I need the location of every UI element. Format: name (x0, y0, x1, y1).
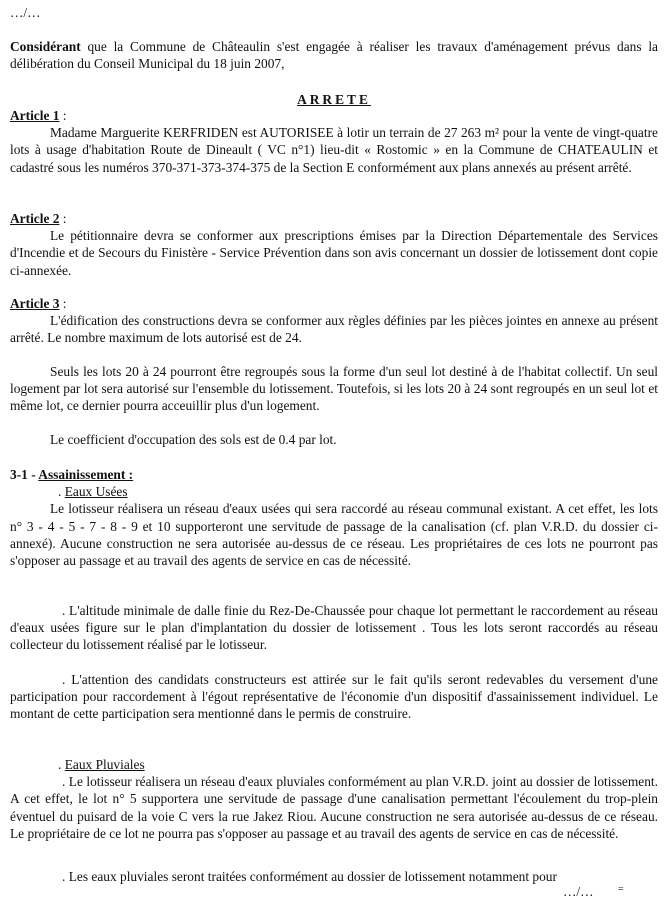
article-3-paragraph-3: Le coefficient d'occupation des sols est de 0.4 par lot. (50, 432, 337, 447)
considerant-lead: Considérant (10, 39, 81, 54)
article-3-heading: Article 3 (10, 296, 60, 311)
article-1-text: Madame Marguerite KERFRIDEN est AUTORISEE à lotir un terrain de 27 263 m² pour la vente de vingt-quatre lots à usage d'habitation Route de Dineault ( VC n°1) lieu-dit « Rostomic » en la Commune de CHATEAULIN et cadastré sous les numéros 370-371-373-374-375 de la Section E conformément aux plans annexés au présent arrêté. (10, 125, 658, 175)
continuation-marker-bottom: …/… (563, 884, 594, 899)
eaux-pluviales-paragraph-2: . Les eaux pluviales seront traitées conformément au dossier de lotissement notamment pour (62, 869, 557, 884)
article-3-paragraph-2: Seuls les lots 20 à 24 pourront être regroupés sous la forme d'un seul lot destiné à de l'habitat collectif. Un seul logement par lot sera autorisé sur l'ensemble du lotissement. Toutefois, si les lots 20 à 24 sont regroupés en un seul lot et même lot, ce dernier pourra acceuillir plus d'un logement. (10, 364, 658, 414)
article-2-heading: Article 2 (10, 211, 60, 226)
section-3-1: 3-1 - Assainissement : . Eaux Usées Le lotisseur réalisera un réseau d'eaux usées qui sera raccordé au réseau communal existant. A cet effet, les lots n° 3 - 4 - 5 - 7 - 8 - 9 et 10 supporteront une servitude de passage de la canalisation (cf. plan V.R.D. du dossier ci-annexé). Aucune construction ne sera autorisée au-dessus de ce réseau. Les propriétaires de ces lots ne pourront pas s'opposer au passage et au travail des agents de service en cas de nécessité. (10, 467, 658, 569)
eaux-pluviales-paragraph-1: . Le lotisseur réalisera un réseau d'eaux pluviales conformément au plan V.R.D. joint au dossier de lotissement. A cet effet, le lot n° 5 supportera une servitude de passage d'une canalisation permettant l'écoulement du trop-plein éventuel du puisard de la voie C vers la rue Jakez Riou. Aucune construction ne sera autorisée au-dessus de ce réseau. Le propriétaire de ce lot ne pourra pas s'opposer au passage et au travail des agents de service en cas de nécessité. (10, 774, 658, 841)
considerant-text: que la Commune de Châteaulin s'est engagée à réaliser les travaux d'aménagement prévus dans la délibération du Conseil Municipal du 18 juin 2007, (10, 39, 658, 72)
eaux-usees-paragraph-2-block (10, 602, 658, 654)
eaux-pluviales-heading: Eaux Pluviales (64, 757, 145, 772)
page-corner-mark: = (618, 884, 624, 895)
eaux-pluviales-block: . Eaux Pluviales . Le lotisseur réalisera un réseau d'eaux pluviales conformément au plan V.R.D. joint au dossier de lotissement. A cet effet, le lot n° 5 supportera une servitude de passage d'une canalisation permettant l'écoulement du trop-plein éventuel du puisard de la voie C vers la rue Jakez Riou. Aucune construction ne sera autorisée au-dessus de ce réseau. Le propriétaire de ce lot ne pourra pas s'opposer au passage et au travail des agents de service en cas de nécessité. (10, 757, 658, 841)
article-2-text: Le pétitionnaire devra se conformer aux prescriptions émises par la Direction Départementale des Services d'Incendie et de Secours du Finistère - Service Prévention dans son avis concernant un dossier de lotissement dont copie ci-annexée. (10, 228, 658, 278)
eaux-usees-paragraph-2: . L'altitude minimale de dalle finie du Rez-De-Chaussée pour chaque lot permettant le raccordement au réseau d'eaux usées figure sur le plan d'implantation du dossier de lotissement . Tous les lots seront raccordés au réseau collecteur du lotissement réalisé par le lotisseur. (10, 603, 658, 653)
article-3-paragraph-3-block (10, 431, 658, 448)
article-3-paragraph-1: L'édification des constructions devra se conformer aux règles définies par les pièces jointes en annexe au présent arrêté. Le nombre maximum de lots autorisé est de 24. (10, 313, 658, 346)
arrete-title: ARRETE (297, 92, 371, 107)
continuation-marker-top: …/… (10, 5, 41, 20)
article-1-heading: Article 1 (10, 108, 60, 123)
article-3: Article 3 : L'édification des constructions devra se conformer aux règles définies par les pièces jointes en annexe au présent arrêté. Le nombre maximum de lots autorisé est de 24. (10, 296, 658, 346)
eaux-usees-paragraph-3: . L'attention des candidats constructeurs est attirée sur le fait qu'ils seront redevables du versement d'une participation pour raccordement à l'égout représentative de l'économie d'un dispositif d'assainissement individuel. Le montant de cette participation sera mentionné dans le permis de construire. (10, 672, 658, 722)
eaux-usees-paragraph-1: Le lotisseur réalisera un réseau d'eaux usées qui sera raccordé au réseau communal existant. A cet effet, les lots n° 3 - 4 - 5 - 7 - 8 - 9 et 10 supporteront une servitude de passage de la canalisation (cf. plan V.R.D. du dossier ci-annexé). Aucune construction ne sera autorisée au-dessus de ce réseau. Les propriétaires de ces lots ne pourront pas s'opposer au passage et au travail des agents de service en cas de nécessité. (10, 501, 658, 569)
considerant-paragraph (10, 38, 658, 72)
eaux-pluviales-paragraph-2-block (10, 868, 658, 885)
section-3-1-heading: Assainissement : (38, 467, 134, 482)
section-3-1-number: 3-1 (10, 467, 28, 482)
article-1: Article 1 : Madame Marguerite KERFRIDEN est AUTORISEE à lotir un terrain de 27 263 m² pour la vente de vingt-quatre lots à usage d'habitation Route de Dineault ( VC n°1) lieu-dit « Rostomic » en la Commune de CHATEAULIN et cadastré sous les numéros 370-371-373-374-375 de la Section E conformément aux plans annexés au présent arrêté. (10, 108, 658, 175)
eaux-usees-heading: Eaux Usées (64, 484, 128, 500)
article-2: Article 2 : Le pétitionnaire devra se conformer aux prescriptions émises par la Direction Départementale des Services d'Incendie et de Secours du Finistère - Service Prévention dans son avis concernant un dossier de lotissement dont copie ci-annexée. (10, 211, 658, 278)
eaux-usees-paragraph-3-block (10, 671, 658, 723)
article-3-paragraph-2-block (10, 363, 658, 415)
